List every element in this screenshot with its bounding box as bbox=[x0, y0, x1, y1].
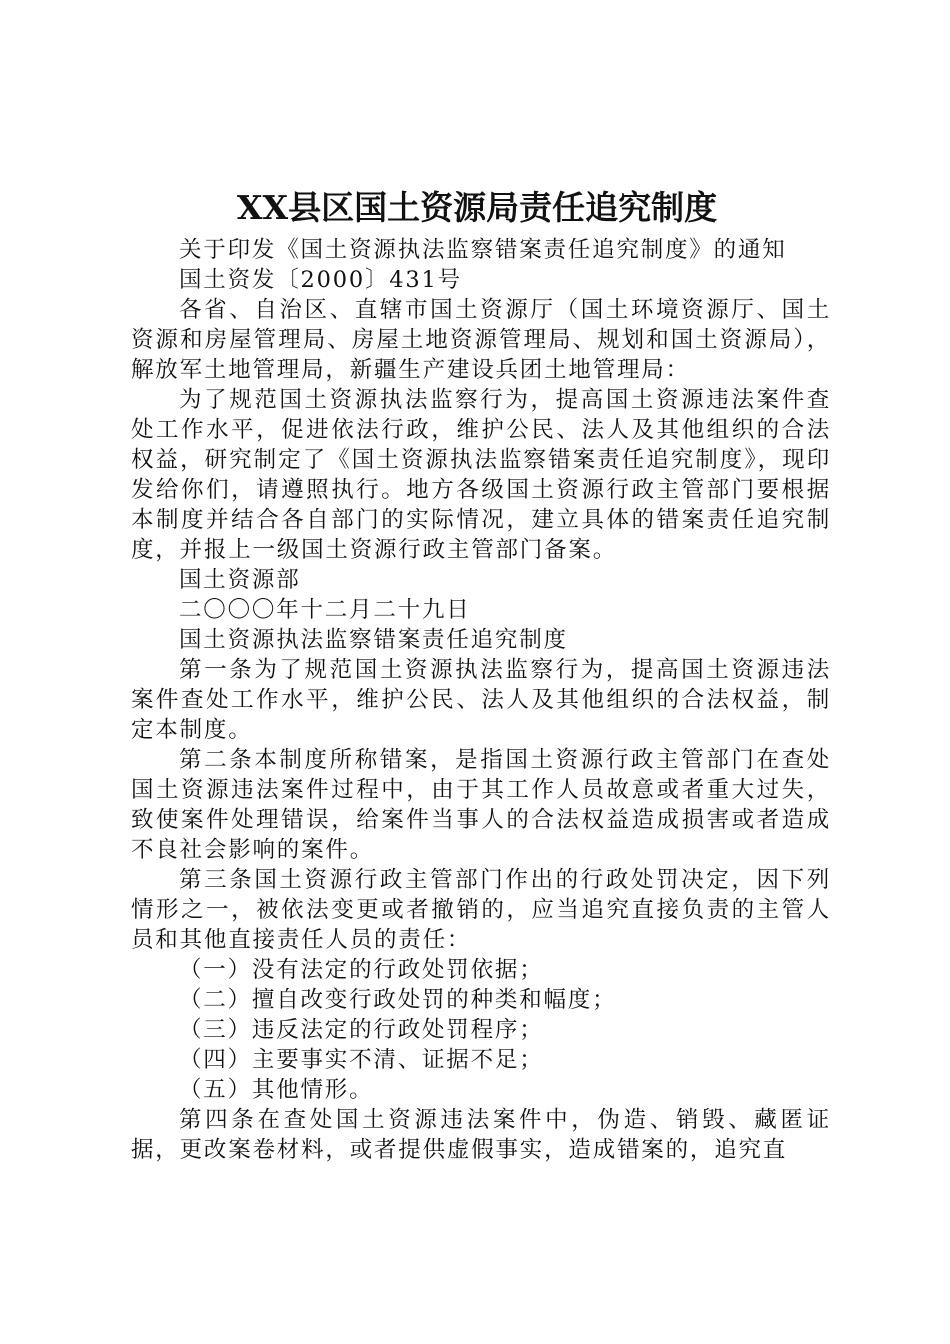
article-3-item-4: （四）主要事实不清、证据不足； bbox=[179, 1047, 544, 1073]
addressee-paragraph: 各省、自治区、直辖市国土资源厅（国土环境资源厅、国土资源和房屋管理局、房屋土地资源管理局、规划和国土资源局），解放军土地管理局，新疆生产建设兵团土地管理局： bbox=[131, 297, 831, 383]
article-3-item-5: （五）其他情形。 bbox=[179, 1077, 374, 1103]
article-1: 第一条为了规范国土资源执法监察行为，提高国土资源违法案件查处工作水平，维护公民、法人及其他组织的合法权益，制定本制度。 bbox=[131, 657, 831, 743]
article-4: 第四条在查处国土资源违法案件中，伪造、销毁、藏匿证据，更改案卷材料，或者提供虚假事实，造成错案的，追究直 bbox=[131, 1107, 831, 1163]
notice-title-line: 关于印发《国土资源执法监察错案责任追究制度》的通知 bbox=[179, 237, 787, 263]
notice-body-paragraph: 为了规范国土资源执法监察行为，提高国土资源违法案件查处工作水平，促进依法行政，维护公民、法人及其他组织的合法权益，研究制定了《国土资源执法监察错案责任追究制度》，现印发给你们，请遵照执行。地方各级国土资源行政主管部门要根据本制度并结合各自部门的实际情况，建立具体的错案责任追究制度，并报上一级国土资源行政主管部门备案。 bbox=[131, 387, 831, 563]
document-page bbox=[131, 184, 831, 1165]
regulation-title: 国土资源执法监察错案责任追究制度 bbox=[179, 627, 568, 653]
article-2: 第二条本制度所称错案，是指国土资源行政主管部门在查处国土资源违法案件过程中，由于其工作人员故意或者重大过失，致使案件处理错误，给案件当事人的合法权益造成损害或者造成不良社会影响的案件。 bbox=[131, 747, 831, 863]
article-3-item-3: （三）违反法定的行政处罚程序； bbox=[179, 1017, 544, 1043]
article-3-item-2: （二）擅自改变行政处罚的种类和幅度； bbox=[179, 987, 617, 1013]
document-number: 国土资发〔2000〕431号 bbox=[179, 267, 462, 293]
article-3-item-1: （一）没有法定的行政处罚依据； bbox=[179, 957, 544, 983]
issuer-name: 国土资源部 bbox=[179, 567, 301, 593]
issue-date: 二〇〇〇年十二月二十九日 bbox=[179, 597, 471, 623]
article-3: 第三条国土资源行政主管部门作出的行政处罚决定，因下列情形之一，被依法变更或者撤销的，应当追究直接负责的主管人员和其他直接责任人员的责任： bbox=[131, 867, 831, 953]
document-title: XX县区国土资源局责任追究制度 bbox=[236, 188, 718, 227]
